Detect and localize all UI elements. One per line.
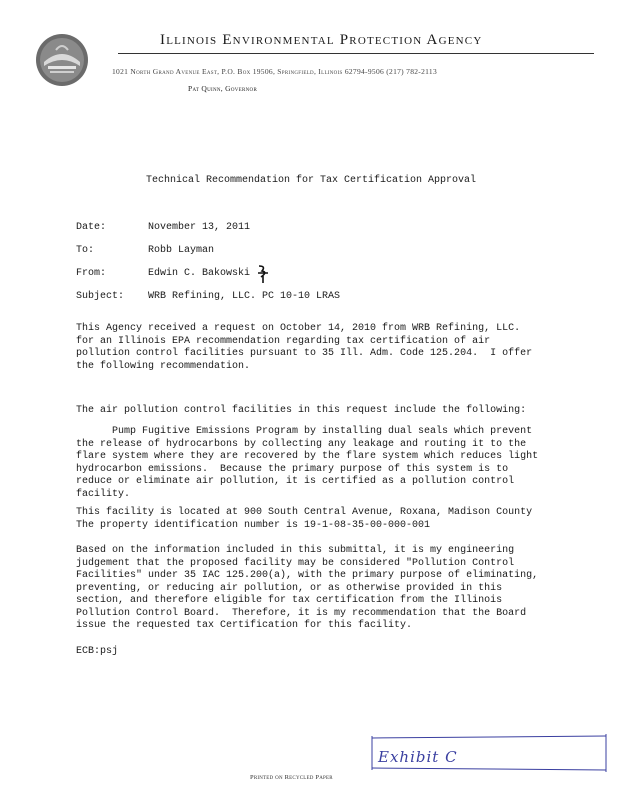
director-line: Pat Quinn, Governor xyxy=(188,84,258,93)
header-to-value: Robb Layman xyxy=(148,245,215,256)
letterhead-rule xyxy=(118,53,594,54)
header-subject-label: Subject: xyxy=(76,291,125,302)
header-subject-value: WRB Refining, LLC. PC 10-10 LRAS xyxy=(148,291,341,302)
agency-name: Illinois Environmental Protection Agency xyxy=(160,32,483,48)
document-title: Technical Recommendation for Tax Certification Approval xyxy=(146,175,477,186)
paragraph-recommendation: Based on the information included in this submittal, it is my engineering judgement that the proposed facility may be considered "Pollution Control Facilities" under 35 IAC 125.200(a), with the primary purpose of eliminating, preventing, or reducing air pollution, or as otherwise provided in this section, and therefore eligible for tax certification from the Illinois Pollution Control Board. Therefore, it is my recommendation that the Board issue the requested tax Certification for this facility. xyxy=(76,545,539,631)
header-date-label: Date: xyxy=(76,222,107,233)
paragraph-request: This Agency received a request on October 14, 2010 from WRB Refining, LLC. for an Illinois EPA recommendation regarding tax certification of air pollution control facilities pursuant to 35 Ill. Adm. Code 125.204. I offer the following recommendation. xyxy=(76,323,533,372)
exhibit-label: Exhibit C xyxy=(378,748,458,766)
agency-seal-logo xyxy=(34,32,90,88)
agency-address: 1021 North Grand Avenue East, P.O. Box 19506, Springfield, Illinois 62794-9506 (217) 782-2113 xyxy=(112,67,438,76)
paragraph-location: This facility is located at 900 South Central Avenue, Roxana, Madison County The property identification number is 19-1-08-35-00-000-001 xyxy=(76,507,533,531)
paragraph-facilities-intro: The air pollution control facilities in this request include the following: xyxy=(76,405,527,416)
header-to-label: To: xyxy=(76,245,95,256)
header-from-label: From: xyxy=(76,268,107,279)
header-date-value: November 13, 2011 xyxy=(148,222,251,233)
paragraph-facility-description: Pump Fugitive Emissions Program by installing dual seals which prevent the release of hydrocarbons by collecting any leakage and routing it to the flare system where they are recovered by the flare system which reduces light hydrocarbon emissions. Because the primary purpose of this system is to reduce or eliminate air pollution, it is certified as a pollution control facility. xyxy=(76,426,539,500)
header-from-value: Edwin C. Bakowski xyxy=(148,268,251,279)
handwritten-initials-signature xyxy=(256,264,270,284)
recycled-paper-note: Printed on Recycled Paper xyxy=(250,774,333,781)
author-initials-line: ECB:psj xyxy=(76,646,119,657)
